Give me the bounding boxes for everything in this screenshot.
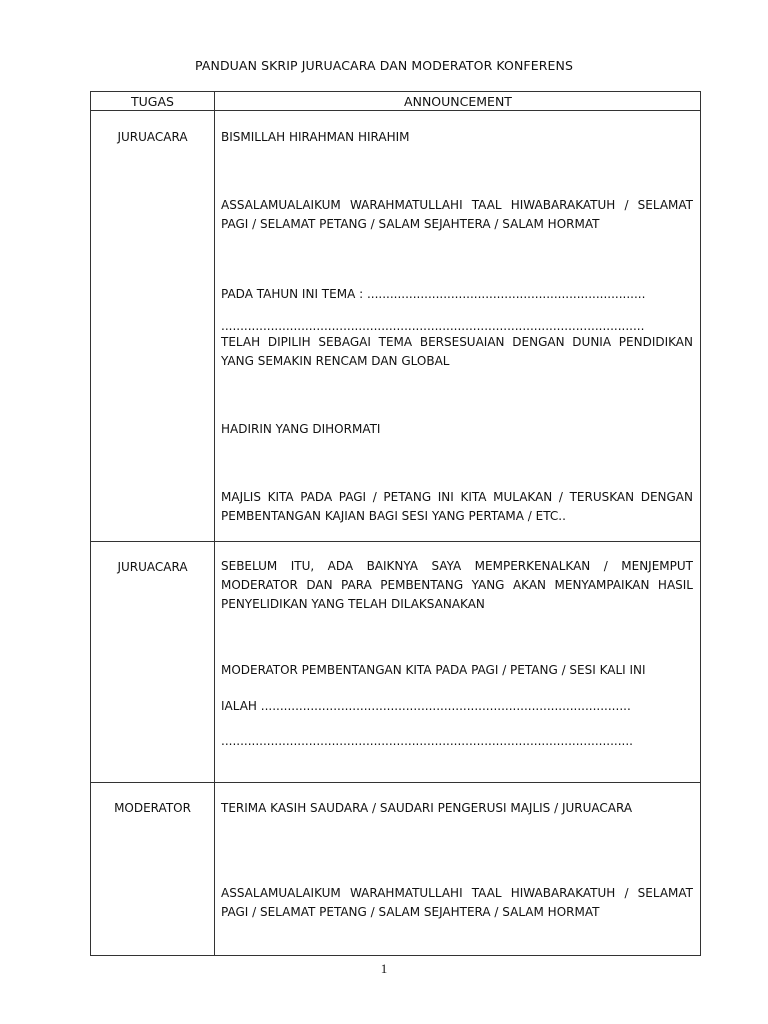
row-1-paragraph: ............................................................................................................... — [221, 319, 645, 333]
row-2-paragraph: IALAH ................................................................................................. — [221, 699, 631, 713]
row-3-paragraph: ASSALAMUALAIKUM WARAHMATULLAHI TAAL HIWABARAKATUH / SELAMAT PAGI / SELAMAT PETANG / SALAM SEJAHTERA / SALAM HORMAT — [221, 886, 693, 919]
header-tugas: TUGAS — [131, 94, 174, 109]
column-divider — [214, 92, 215, 955]
document-title: PANDUAN SKRIP JURUACARA DAN MODERATOR KONFERENS — [195, 58, 573, 73]
row-divider — [91, 782, 700, 783]
row-1-paragraph: PADA TAHUN INI TEMA : ......................................................................... — [221, 287, 646, 301]
row-2-paragraph: ............................................................................................................ — [221, 734, 633, 748]
row-divider — [91, 541, 700, 542]
row-1-tugas: JURUACARA — [117, 130, 188, 144]
row-2-paragraph: SEBELUM ITU, ADA BAIKNYA SAYA MEMPERKENALKAN / MENJEMPUT MODERATOR DAN PARA PEMBENTANG YANG AKAN MENYAMPAIKAN HASIL PENYELIDIKAN YANG TELAH DILAKSANAKAN — [221, 559, 693, 611]
row-1-paragraph: HADIRIN YANG DIHORMATI — [221, 422, 381, 436]
page-number: 1 — [380, 961, 388, 976]
header-announcement: ANNOUNCEMENT — [404, 94, 512, 109]
script-table — [90, 91, 701, 956]
row-1-paragraph: TELAH DIPILIH SEBAGAI TEMA BERSESUAIAN DENGAN DUNIA PENDIDIKAN YANG SEMAKIN RENCAM DAN GLOBAL — [221, 335, 693, 368]
row-1-paragraph: ASSALAMUALAIKUM WARAHMATULLAHI TAAL HIWABARAKATUH / SELAMAT PAGI / SELAMAT PETANG / SALAM SEJAHTERA / SALAM HORMAT — [221, 198, 693, 231]
row-1-paragraph: BISMILLAH HIRAHMAN HIRAHIM — [221, 130, 410, 144]
row-2-tugas: JURUACARA — [117, 560, 188, 574]
row-2-paragraph: MODERATOR PEMBENTANGAN KITA PADA PAGI / PETANG / SESI KALI INI — [221, 663, 646, 677]
header-divider — [91, 110, 700, 111]
row-3-paragraph: TERIMA KASIH SAUDARA / SAUDARI PENGERUSI MAJLIS / JURUACARA — [221, 801, 633, 815]
row-3-tugas: MODERATOR — [114, 801, 191, 815]
row-1-paragraph: MAJLIS KITA PADA PAGI / PETANG INI KITA MULAKAN / TERUSKAN DENGAN PEMBENTANGAN KAJIAN BAGI SESI YANG PERTAMA / ETC.. — [221, 490, 693, 523]
